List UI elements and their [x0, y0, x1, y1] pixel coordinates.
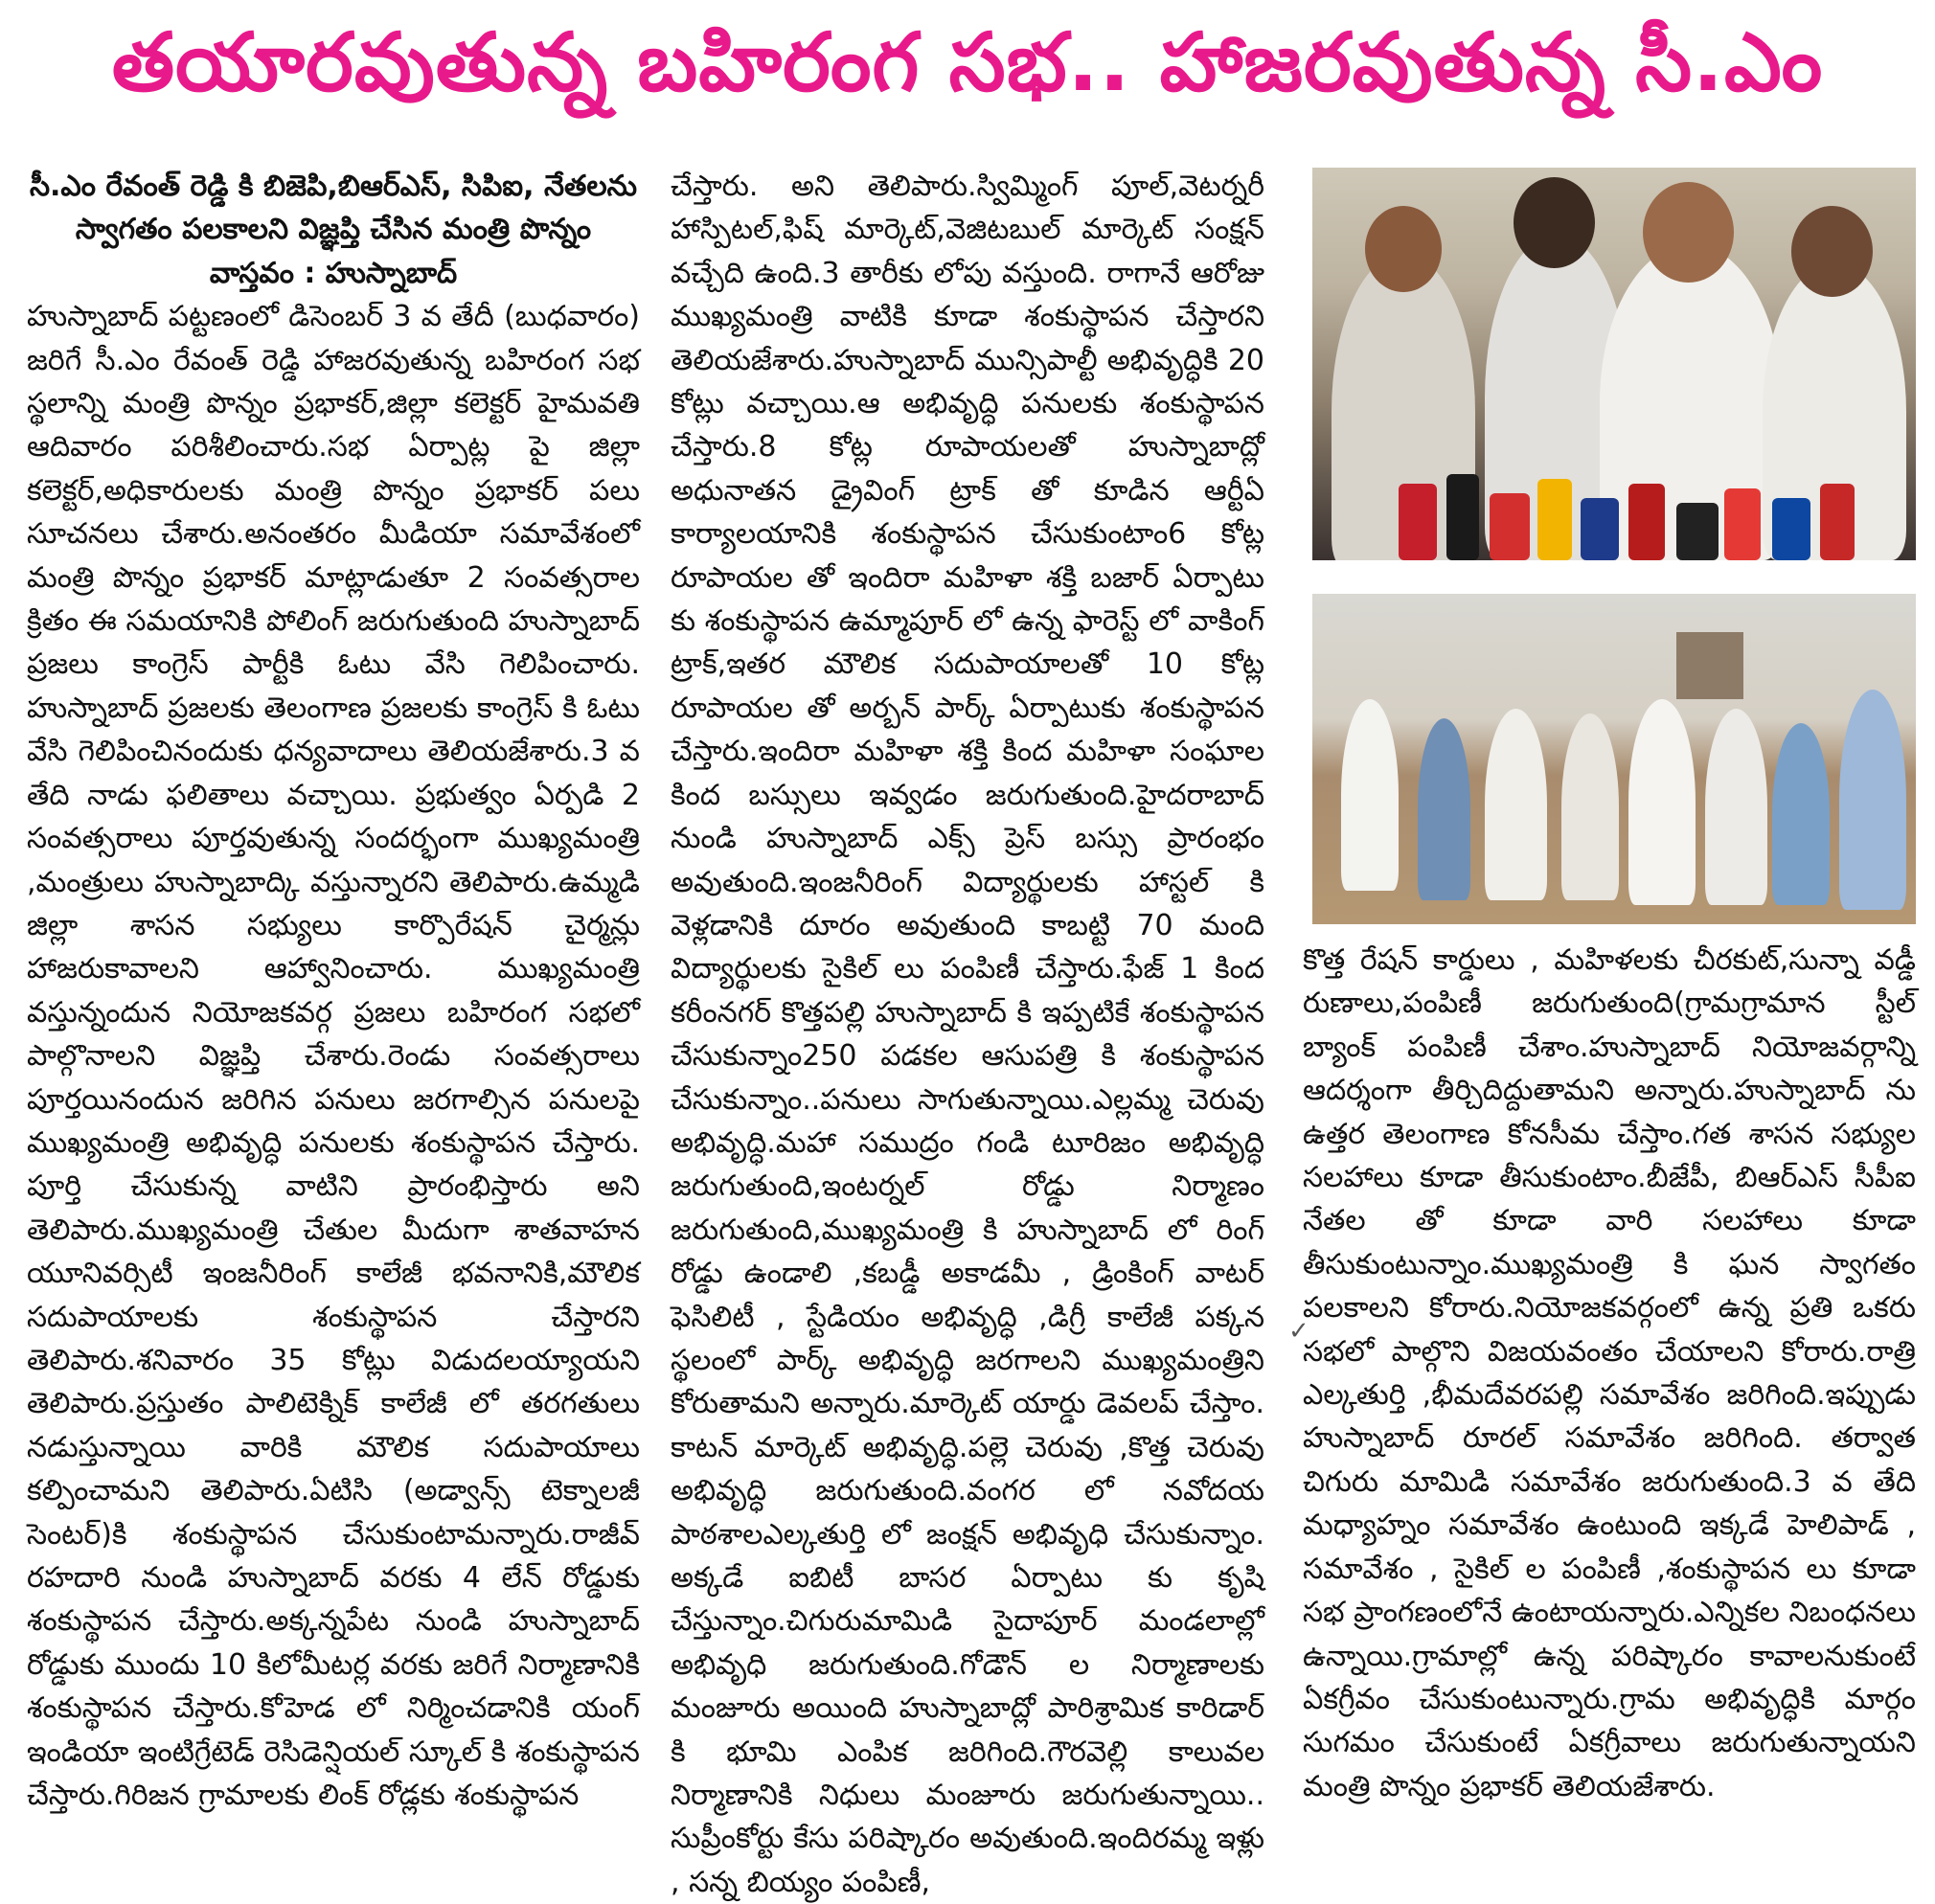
article-column-3 [1303, 939, 1916, 1808]
article-column-2 [671, 165, 1264, 1904]
subheadline-line-2: స్వాగతం పలకాలని విజ్ఞప్తి చేసిన మంత్రి పొన్నం [75, 213, 592, 247]
checkmark-icon: ✓ [1288, 1317, 1309, 1346]
subheadline-line-1: సీ.ఎం రేవంత్ రెడ్డి కి బిజెపి,బిఆర్ఎస్, సిపిఐ, నేతలను [29, 170, 638, 203]
subheadline [27, 165, 640, 295]
press-meet-photo [1312, 168, 1916, 560]
article-text-column-3: కొత్త రేషన్ కార్డులు , మహిళలకు చీరకుట్,సున్నా వడ్డీ రుణాలు,పంపిణీ జరుగుతుంది(గ్రామగ్రామాన స్టీల్ బ్యాంక్ పంపిణీ చేశాం.హుస్నాబాద్ నియోజవర్గాన్ని ఆదర్శంగా తీర్చిదిద్దుతామని అన్నారు.హుస్నాబాద్ ను ఉత్తర తెలంగాణ కోనసీమ చేస్తాం.గత శాసన సభ్యుల సలహాలు కూడా తీసుకుంటాం.బీజేపీ, బిఆర్ఎస్ సీపీఐ నేతల తో కూడా వారి సలహాలు కూడా తీసుకుంటున్నాం.ముఖ్యమంత్రి కి ఘన స్వాగతం పలకాలని కోరారు.నియోజకవర్గంలో ఉన్న ప్రతి ఒకరు సభలో పాల్గొని విజయవంతం చేయాలని కోరారు.రాత్రి ఎల్కతుర్తి ,భీమదేవరపల్లి సమావేశం జరిగింది.ఇప్పుడు హుస్నాబాద్ రూరల్ సమావేశం జరిగింది. తర్వాత చిగురు మామిడి సమావేశం జరుగుతుంది.3 వ తేది మధ్యాహ్నం సమావేశం ఉంటుంది ఇక్కడే హెలిపాడ్ , సమావేశం , సైకిల్ ల పంపిణీ ,శంకుస్థాపన లు కూడా సభ ప్రాంగణంలోనే ఉంటాయన్నారు.ఎన్నికల నిబంధనలు ఉన్నాయి.గ్రామాల్లో ఉన్న పరిష్కారం కావాలనుకుంటే ఏకగ్రీవం చేసుకుంటున్నారు.గ్రామ అభివృద్ధికి మార్గం సుగమం చేసుకుంటే ఏకగ్రీవాలు జరుగుతున్నాయని మంత్రి పొన్నం ప్రభాకర్ తెలియజేశారు. [1303, 943, 1916, 1803]
headline: తయారవుతున్న బహిరంగ సభ.. హాజరవుతున్న సీ.ఎం [111, 14, 1824, 109]
article-column-1 [27, 165, 640, 1817]
site-inspection-photo [1312, 594, 1916, 924]
article-text-column-1: హుస్నాబాద్ పట్టణంలో డిసెంబర్ 3 వ తేదీ (బుధవారం) జరిగే సీ.ఎం రేవంత్ రెడ్డి హాజరవుతున్న బహిరంగ సభ స్థలాన్ని మంత్రి పొన్నం ప్రభాకర్,జిల్లా కలెక్టర్ హైమవతి ఆదివారం పరిశీలించారు.సభ ఏర్పాట్ల పై జిల్లా కలెక్టర్,అధికారులకు మంత్రి పొన్నం ప్రభాకర్ పలు సూచనలు చేశారు.అనంతరం మీడియా సమావేశంలో మంత్రి పొన్నం ప్రభాకర్ మాట్లాడుతూ 2 సంవత్సరాల క్రితం ఈ సమయానికి పోలింగ్ జరుగుతుంది హుస్నాబాద్ ప్రజలు కాంగ్రెస్ పార్టీకి ఓటు వేసి గెలిపించారు. హుస్నాబాద్ ప్రజలకు తెలంగాణ ప్రజలకు కాంగ్రెస్ కి ఓటు వేసి గెలిపించినందుకు ధన్యవాదాలు తెలియజేశారు.3 వ తేది నాడు ఫలితాలు వచ్చాయి. ప్రభుత్వం ఏర్పడి 2 సంవత్సరాలు పూర్తవుతున్న సందర్భంగా ముఖ్యమంత్రి ,మంత్రులు హుస్నాబాద్కి వస్తున్నారని తెలిపారు.ఉమ్మడి జిల్లా శాసన సభ్యులు కార్పొరేషన్ చైర్మన్లు హాజరుకావాలని ఆహ్వానించారు. ముఖ్యమంత్రి వస్తున్నందున నియోజకవర్గ ప్రజలు బహిరంగ సభలో పాల్గొనాలని విజ్ఞప్తి చేశారు.రెండు సంవత్సరాలు పూర్తయినందున జరిగిన పనులు జరగాల్సిన పనులపై ముఖ్యమంత్రి అభివృద్ధి పనులకు శంకుస్థాపన చేస్తారు. పూర్తి చేసుకున్న వాటిని ప్రారంభిస్తారు అని తెలిపారు.ముఖ్యమంత్రి చేతుల మీదుగా శాతవాహన యూనివర్సిటీ ఇంజనీరింగ్ కాలేజీ భవనానికి,మౌలిక సదుపాయాలకు శంకుస్థాపన చేస్తారని తెలిపారు.శనివారం 35 కోట్లు విడుదలయ్యాయని తెలిపారు.ప్రస్తుతం పాలిటెక్నిక్ కాలేజీ లో తరగతులు నడుస్తున్నాయి వారికి మౌలిక సదుపాయాలు కల్పించామని తెలిపారు.ఏటిసి (అడ్వాన్స్ టెక్నాలజీ సెంటర్)కి శంకుస్థాపన చేసుకుంటామన్నారు.రాజీవ్ రహదారి నుండి హుస్నాబాద్ వరకు 4 లేన్ రోడ్డుకు శంకుస్థాపన చేస్తారు.అక్కన్నపేట నుండి హుస్నాబాద్ రోడ్డుకు ముందు 10 కిలోమీటర్ల వరకు జరిగే నిర్మాణానికి శంకుస్థాపన చేస్తారు.కోహెడ లో నిర్మించడానికి యంగ్ ఇండియా ఇంటిగ్రేటెడ్ రెసిడెన్షియల్ స్కూల్ కి శంకుస్థాపన చేస్తారు.గిరిజన గ్రామాలకు లింక్ రోడ్లకు శంకుస్థాపన [27, 300, 640, 1813]
article-text-column-2: చేస్తారు. అని తెలిపారు.స్విమ్మింగ్ పూల్,వెటర్నరీ హాస్పిటల్,ఫిష్ మార్కెట్,వెజిటబుల్ మార్కెట్ సంక్షన్ వచ్చేది ఉంది.3 తారీకు లోపు వస్తుంది. రాగానే ఆరోజు ముఖ్యమంత్రి వాటికి కూడా శంకుస్థాపన చేస్తారని తెలియజేశారు.హుస్నాబాద్ మున్సిపాల్టీ అభివృద్ధికి 20 కోట్లు వచ్చాయి.ఆ అభివృద్ధి పనులకు శంకుస్థాపన చేస్తారు.8 కోట్ల రూపాయలతో హుస్నాబాద్లో అధునాతన డ్రైవింగ్ ట్రాక్ తో కూడిన ఆర్టీఏ కార్యాలయానికి శంకుస్థాపన చేసుకుంటాం6 కోట్ల రూపాయల తో ఇందిరా మహిళా శక్తి బజార్ ఏర్పాటు కు శంకుస్థాపన ఉమ్మాపూర్ లో ఉన్న ఫారెస్ట్ లో వాకింగ్ ట్రాక్,ఇతర మౌలిక సదుపాయాలతో 10 కోట్ల రూపాయల తో అర్బన్ పార్క్ ఏర్పాటుకు శంకుస్థాపన చేస్తారు.ఇందిరా మహిళా శక్తి కింద మహిళా సంఘాల కింద బస్సులు ఇవ్వడం జరుగుతుంది.హైదరాబాద్ నుండి హుస్నాబాద్ ఎక్స్ ప్రెస్ బస్సు ప్రారంభం అవుతుంది.ఇంజనీరింగ్ విద్యార్థులకు హాస్టల్ కి వెళ్లడానికి దూరం అవుతుంది కాబట్టి 70 మంది విద్యార్థులకు సైకిల్ లు పంపిణీ చేస్తారు.ఫేజ్ 1 కింద కరీంనగర్ కొత్తపల్లి హుస్నాబాద్ కి ఇప్పటికే శంకుస్థాపన చేసుకున్నాం250 పడకల ఆసుపత్రి కి శంకుస్థాపన చేసుకున్నాం..పనులు సాగుతున్నాయి.ఎల్లమ్మ చెరువు అభివృద్ధి.మహా సముద్రం గండి టూరిజం అభివృద్ధి జరుగుతుంది,ఇంటర్నల్ రోడ్డు నిర్మాణం జరుగుతుంది,ముఖ్యమంత్రి కి హుస్నాబాద్ లో రింగ్ రోడ్డు ఉండాలి ,కబడ్డీ అకాడమీ , డ్రింకింగ్ వాటర్ ఫెసిలిటీ , స్టేడియం అభివృద్ధి ,డిగ్రీ కాలేజీ పక్కన స్థలంలో పార్క్ అభివృద్ధి జరగాలని ముఖ్యమంత్రిని కోరుతామని అన్నారు.మార్కెట్ యార్డు డెవలప్ చేస్తాం. కాటన్ మార్కెట్ అభివృద్ధి.పల్లె చెరువు ,కొత్త చెరువు అభివృద్ధి జరుగుతుంది.వంగర లో నవోదయ పాఠశాలఎల్కతుర్తి లో జంక్షన్ అభివృధి చేసుకున్నాం. అక్కడే ఐబిటీ బాసర ఏర్పాటు కు కృషి చేస్తున్నాం.చిగురుమామిడి సైదాపూర్ మండలాల్లో అభివృధి జరుగుతుంది.గోడౌన్ ల నిర్మాణాలకు మంజూరు అయింది హుస్నాబాద్లో పారిశ్రామిక కారిడార్ కి భూమి ఎంపిక జరిగింది.గౌరవెల్లి కాలువల నిర్మాణానికి నిధులు మంజూరు జరుగుతున్నాయి.. సుప్రీంకోర్టు కేసు పరిష్కారం అవుతుంది.ఇందిరమ్మ ఇళ్లు , సన్న బియ్యం పంపిణీ, [671, 170, 1264, 1899]
dateline: వాస్తవం : హుస్నాబాద్ [209, 256, 458, 290]
